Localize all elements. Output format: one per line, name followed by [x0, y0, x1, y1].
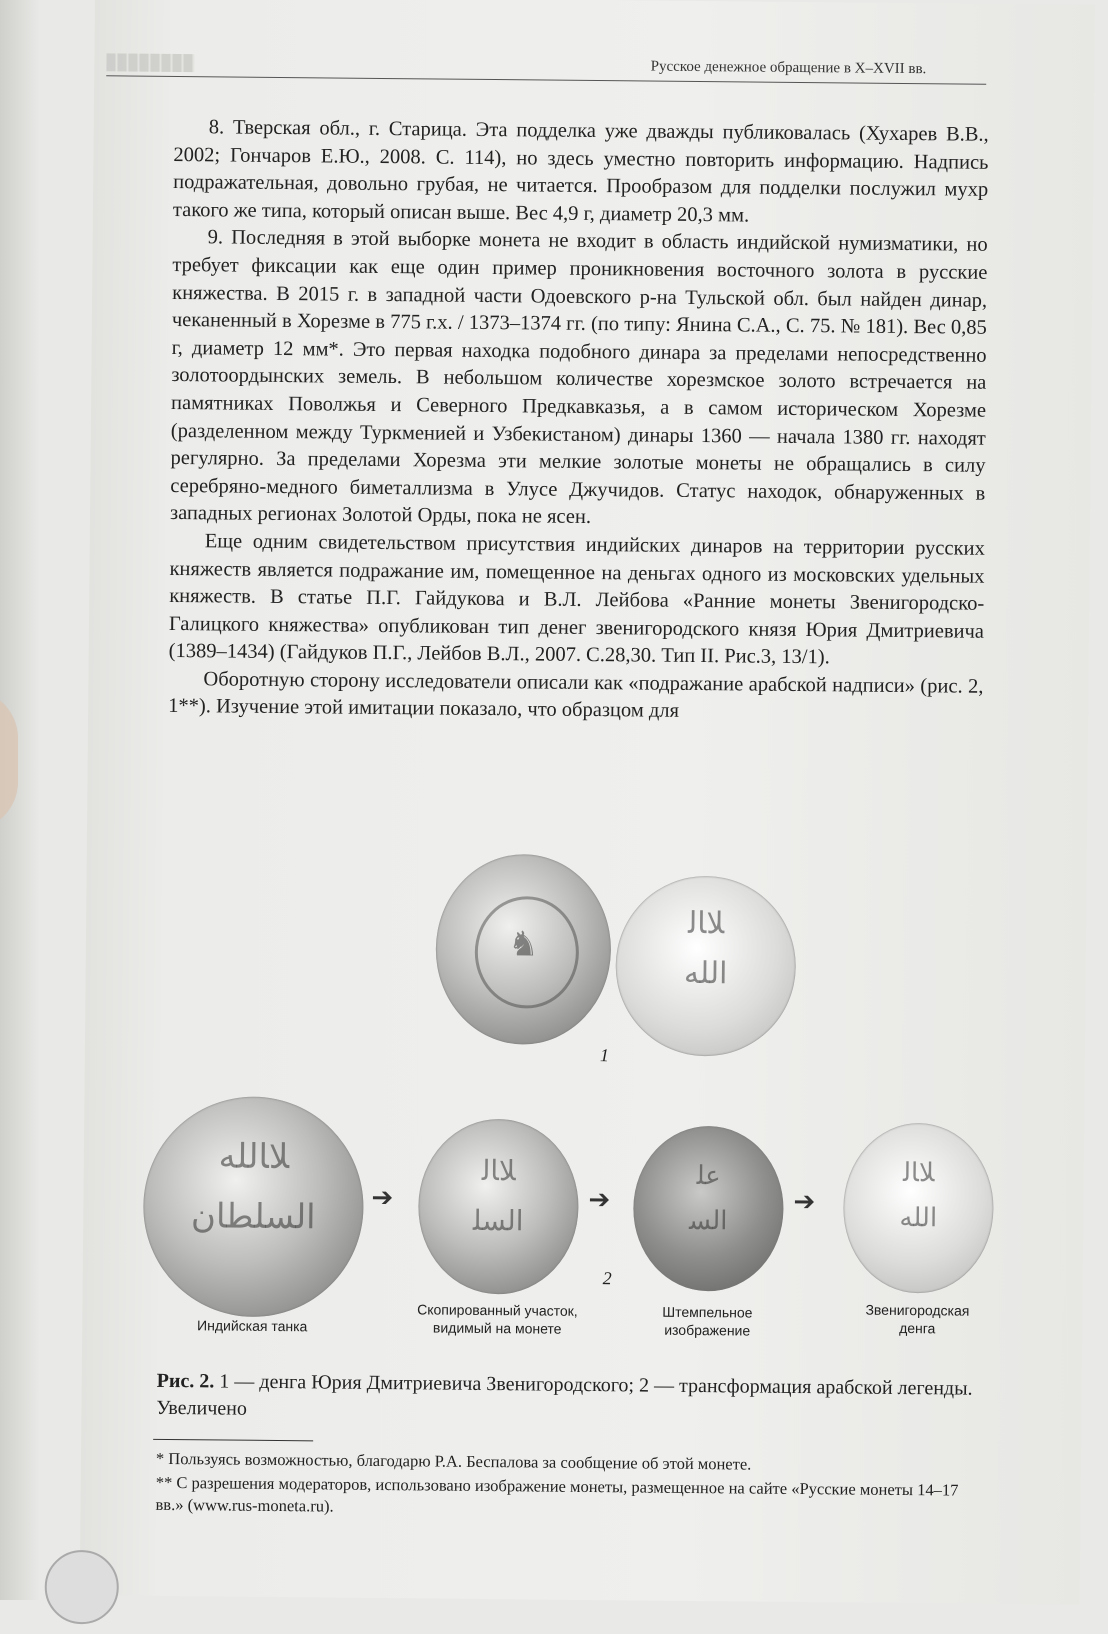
figure-caption-text: 1 — денга Юрия Дмитриевича Звенигородского; 2 — трансформация арабской легенды. Увеличено — [156, 1370, 973, 1420]
footnote: * Пользуясь возможностью, благодарю Р.А. Беспалова за сообщение об этой монете. — [155, 1448, 752, 1474]
paragraph: Еще одним свидетельством присутствия индийских динаров на территории русских княжеств является подражание им, помещенное на деньгах одного из московских удельных княжеств. В статье П.Г. Гайдукова и В.Л. Лейбова «Ранние монеты Звенигородско-Галицкого княжества» опубликован тип денег звенигородского князя Юрия Дмитриевича (1389–1434) (Гайдуков П.Г., Лейбов В.Л., 2007. С.28,30. Тип II. Рис.3, 13/1). — [168, 530, 985, 669]
figure-caption — [156, 1368, 976, 1430]
indian-tanka-image: ﻼﺎﻟﻠﻪ ﺍﻟﺴﻠﻄﺎﻥ — [142, 1096, 364, 1318]
paragraph: 8. Тверская обл., г. Старица. Эта подделка уже дважды публиковалась (Хухарев В.В., 2002; Гончаров Е.Ю., 2008. С. 114), но здесь уместно повторить информацию. Надпись подражательная, довольно грубая, не читается. Прообразом для подделки послужил мухр такого же типа, который описан выше. Вес 4,9 г, диаметр 20,3 мм. — [172, 116, 989, 227]
copied-section-image: ﻼﺎﻟ ﺍﻟﺴﻠ — [418, 1118, 580, 1295]
running-head: Русское денежное обращение в X–XVII вв. — [650, 58, 927, 78]
caption-indian-tanka: Индийская танка — [197, 1317, 308, 1335]
arrow-icon: ➔ — [588, 1184, 611, 1216]
caption-zvenigorod-denga: Звенигородская денга — [865, 1301, 970, 1337]
paragraph: 9. Последняя в этой выборке монета не входит в область индийской нумизматики, но требует фиксации как еще один пример проникновения восточного золота в русские княжества. В 2015 г. в западной части Одоевского р-на Тульской обл. был найден динар, чеканенный в Хорезме в 775 г.х. / 1373–1374 гг. (по типу: Янина С.А., С. 75. № 181). Вес 0,85 г, диаметр 12 мм*. Это первая находка подобного динара за пределами непосредственно золотоордынских земель. В небольшом количестве хорезмское золото встречается на памятниках Поволжья и Северного Предкавказья, а в самом историческом Хорезме (разделенном между Туркменией и Узбекистаном) динары 1360 — начала 1380 гг. находят регулярно. За пределами Хорезма эти мелкие золотые монеты не обращались в силу серебряно-медного биметаллизма в Улусе Джучидов. Статус находок, обнаруженных в западных регионах Золотой Орды, пока не ясен. — [169, 226, 988, 529]
zvenigorod-denga-image: ﻼﺎﻟ ﺍﻟﻠﻪ — [843, 1122, 995, 1293]
figure-caption-prefix: Рис. 2. — [156, 1369, 215, 1393]
page-number-badge — [44, 1550, 119, 1625]
footnote: ** С разрешения модераторов, использовано изображение монеты, размещенное на сайте «Русские монеты 14–17 вв.» (www.rus-moneta.ru). — [155, 1472, 959, 1516]
arrow-icon: ➔ — [793, 1186, 816, 1218]
caption-copied-section: Скопированный участок, видимый на монете — [417, 1301, 578, 1337]
denga-obverse-image: ♞ — [435, 854, 612, 1046]
body-text — [168, 114, 989, 729]
paragraph: Оборотную сторону исследователи описали как «подражание арабской надписи» (рис. 2, 1**). Изучение этой имитации показало, что образцом для — [168, 668, 984, 723]
figure-label-1: 1 — [599, 1045, 609, 1066]
book-page — [80, 0, 1095, 1605]
figure-2 — [142, 846, 1007, 1364]
footnote-rule — [153, 1439, 313, 1442]
denga-reverse-image: ﻼﺎﻟ ﺍﻟﻠﻪ — [615, 875, 797, 1057]
page-header — [106, 53, 1006, 84]
die-image: ﻋﻠ ﺍﻟﺴ — [633, 1125, 785, 1291]
caption-die-image: Штемпельное изображение — [662, 1303, 753, 1339]
arrow-icon: ➔ — [371, 1182, 394, 1214]
header-ornament — [106, 53, 194, 72]
figure-label-2: 2 — [602, 1268, 612, 1289]
